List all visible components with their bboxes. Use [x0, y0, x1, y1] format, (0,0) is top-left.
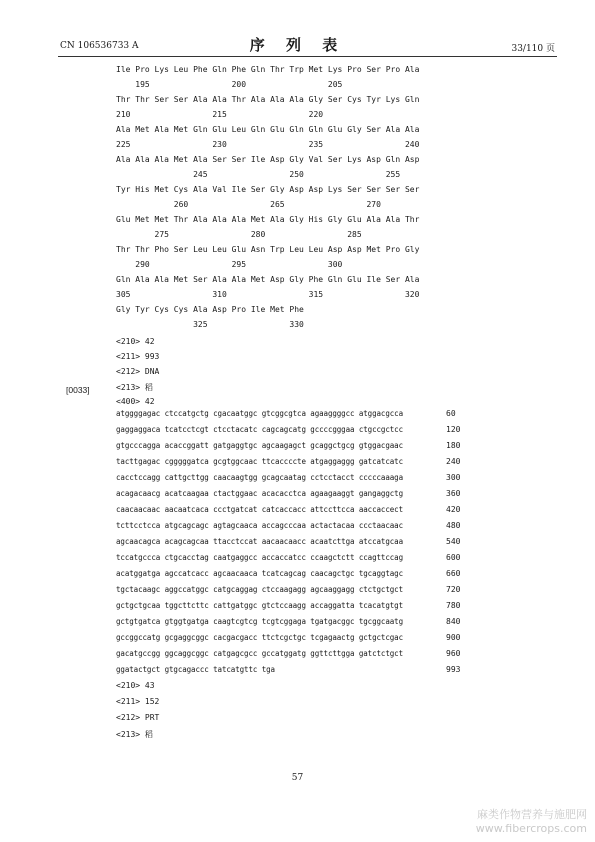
- watermark: [476, 808, 587, 836]
- dna-row-count: 720: [446, 585, 461, 594]
- seq-id-field: <210> 43: [116, 681, 155, 690]
- aa-row: Ala Met Ala Met Gln Glu Leu Gln Glu Gln Gln Glu Gly Ser Ala Ala: [116, 125, 420, 134]
- dna-row-count: 600: [446, 553, 461, 562]
- organism-field: <213> 稻: [116, 730, 153, 739]
- dna-row-count: 900: [446, 633, 461, 642]
- dna-row: tcttcctcca atgcagcagc agtagcaaca accagcccaa actactacaa ccctaacaac: [116, 521, 404, 530]
- dna-row-count: 540: [446, 537, 461, 546]
- watermark-url: www.fibercrops.com: [475, 822, 587, 835]
- aa-position-row: 245 250 255: [116, 170, 401, 179]
- dna-row-count: 300: [446, 473, 461, 482]
- dna-row: gctgtgatca gtggtgatga caagtcgtcg tcgtcggaga tgatgacggc tgcggcaatg: [116, 617, 404, 626]
- dna-row-count: 360: [446, 489, 461, 498]
- aa-row: Tyr His Met Cys Ala Val Ile Ser Gly Asp Asp Lys Ser Ser Ser Ser: [116, 185, 420, 194]
- aa-position-row: 225 230 235 240: [116, 140, 420, 149]
- dna-row: acatggatga agccatcacc agcaacaaca tcatcagcag caacagctgc tgcaggtagc: [116, 569, 404, 578]
- dna-row-count: 993: [446, 665, 461, 674]
- watermark-site-name: 麻类作物营养与施肥网: [477, 808, 587, 821]
- dna-row: atggggagac ctccatgctg cgacaatggc gtcggcgtca agaaggggcc atggacgcca: [116, 409, 404, 418]
- dna-row: gctgctgcaa tggcttcttc cattgatggc gtctccaagg accaggatta tcacatgtgt: [116, 601, 404, 610]
- dna-row-count: 420: [446, 505, 461, 514]
- dna-row: agcaacagca acagcagcaa ttacctccat aacaacaacc acaatcttga atccatgcaa: [116, 537, 404, 546]
- aa-row: Gln Ala Ala Met Ser Ala Ala Met Asp Gly Phe Gln Glu Ile Ser Ala: [116, 275, 420, 284]
- length-field: <211> 993: [116, 352, 160, 361]
- paragraph-number: [0033]: [66, 385, 90, 395]
- page-number: 57: [291, 773, 304, 783]
- dna-row: gacatgccgg ggcaggcggc catgagcgcc gccatggatg ggttcttgga gatctctgct: [116, 649, 404, 658]
- dna-row: caacaacaac aacaatcaca ccctgatcat catcaccacc attccttcca aaccaccect: [116, 505, 404, 514]
- dna-row-count: 840: [446, 617, 461, 626]
- dna-row: gccggccatg gcgaggcggc cacgacgacc ttctcgctgc tcgagaactg gctgctcgac: [116, 633, 404, 642]
- dna-row-count: 60: [446, 409, 456, 418]
- page-of: 33/110 页: [511, 44, 555, 54]
- sequence-start-field: <400> 42: [116, 397, 155, 406]
- aa-row: Thr Thr Pho Ser Leu Leu Glu Asn Trp Leu Leu Asp Asp Met Pro Gly: [116, 245, 420, 254]
- aa-position-row: 195 200 205: [116, 80, 343, 89]
- seq-id-field: <210> 42: [116, 337, 155, 346]
- dna-row: tccatgccca ctgcacctag caatgaggcc accaccatcc ccaagctctt ccagttccag: [116, 553, 404, 562]
- dna-row-count: 780: [446, 601, 461, 610]
- dna-row: gtgcccagga acaccggatt gatgaggtgc agcaagagct gcaggctgcg gtggacgaac: [116, 441, 404, 450]
- dna-row-count: 480: [446, 521, 461, 530]
- aa-position-row: 290 295 300: [116, 260, 343, 269]
- aa-position-row: 325 330: [116, 320, 304, 329]
- header-rule: [58, 56, 557, 57]
- aa-position-row: 260 265 270: [116, 200, 381, 209]
- organism-field: <213> 稻: [116, 383, 153, 392]
- aa-position-row: 305 310 315 320: [116, 290, 420, 299]
- patent-number: CN 106536733 A: [60, 41, 139, 51]
- aa-position-row: 275 280 285: [116, 230, 362, 239]
- type-field: <212> DNA: [116, 367, 160, 376]
- aa-row: Gly Tyr Cys Cys Ala Asp Pro Ile Met Phe: [116, 305, 304, 314]
- aa-row: Thr Thr Ser Ser Ala Ala Thr Ala Ala Ala Gly Ser Cys Tyr Lys Gln: [116, 95, 420, 104]
- dna-row: acagacaacg acatcaagaa ctactggaac acacacctca agaagaaggt gangaggctg: [116, 489, 404, 498]
- length-field: <211> 152: [116, 697, 160, 706]
- type-field: <212> PRT: [116, 713, 160, 722]
- aa-row: Glu Met Met Thr Ala Ala Ala Met Ala Gly His Gly Glu Ala Ala Thr: [116, 215, 420, 224]
- aa-row: Ala Ala Ala Met Ala Ser Ser Ile Asp Gly Val Ser Lys Asp Gln Asp: [116, 155, 420, 164]
- aa-position-row: 210 215 220: [116, 110, 324, 119]
- dna-row-count: 660: [446, 569, 461, 578]
- page-title: 序 列 表: [249, 36, 346, 54]
- dna-row: tacttgagac cgggggatca gcgtggcaac ttcaccccte atgaggaggg gatcatcatc: [116, 457, 404, 466]
- dna-row: gaggaggaca tcatcctcgt ctcctacatc cagcagcatg gccccgggaa ctgccgctcc: [116, 425, 404, 434]
- dna-row-count: 120: [446, 425, 461, 434]
- dna-row-count: 960: [446, 649, 461, 658]
- dna-row-count: 240: [446, 457, 461, 466]
- dna-row: ggatactgct gtgcagaccc tatcatgttc tga: [116, 665, 275, 674]
- dna-row: tgctacaagc aggccatggc catgcaggag ctccaagagg agcaaggagg ctctgctgct: [116, 585, 404, 594]
- dna-row-count: 180: [446, 441, 461, 450]
- aa-row: Ile Pro Lys Leu Phe Gln Phe Gln Thr Trp Met Lys Pro Ser Pro Ala: [116, 65, 420, 74]
- dna-row: cacctccagg cattgcttgg caacaagtgg gcagcaatag cctcctacct cccccaaaga: [116, 473, 404, 482]
